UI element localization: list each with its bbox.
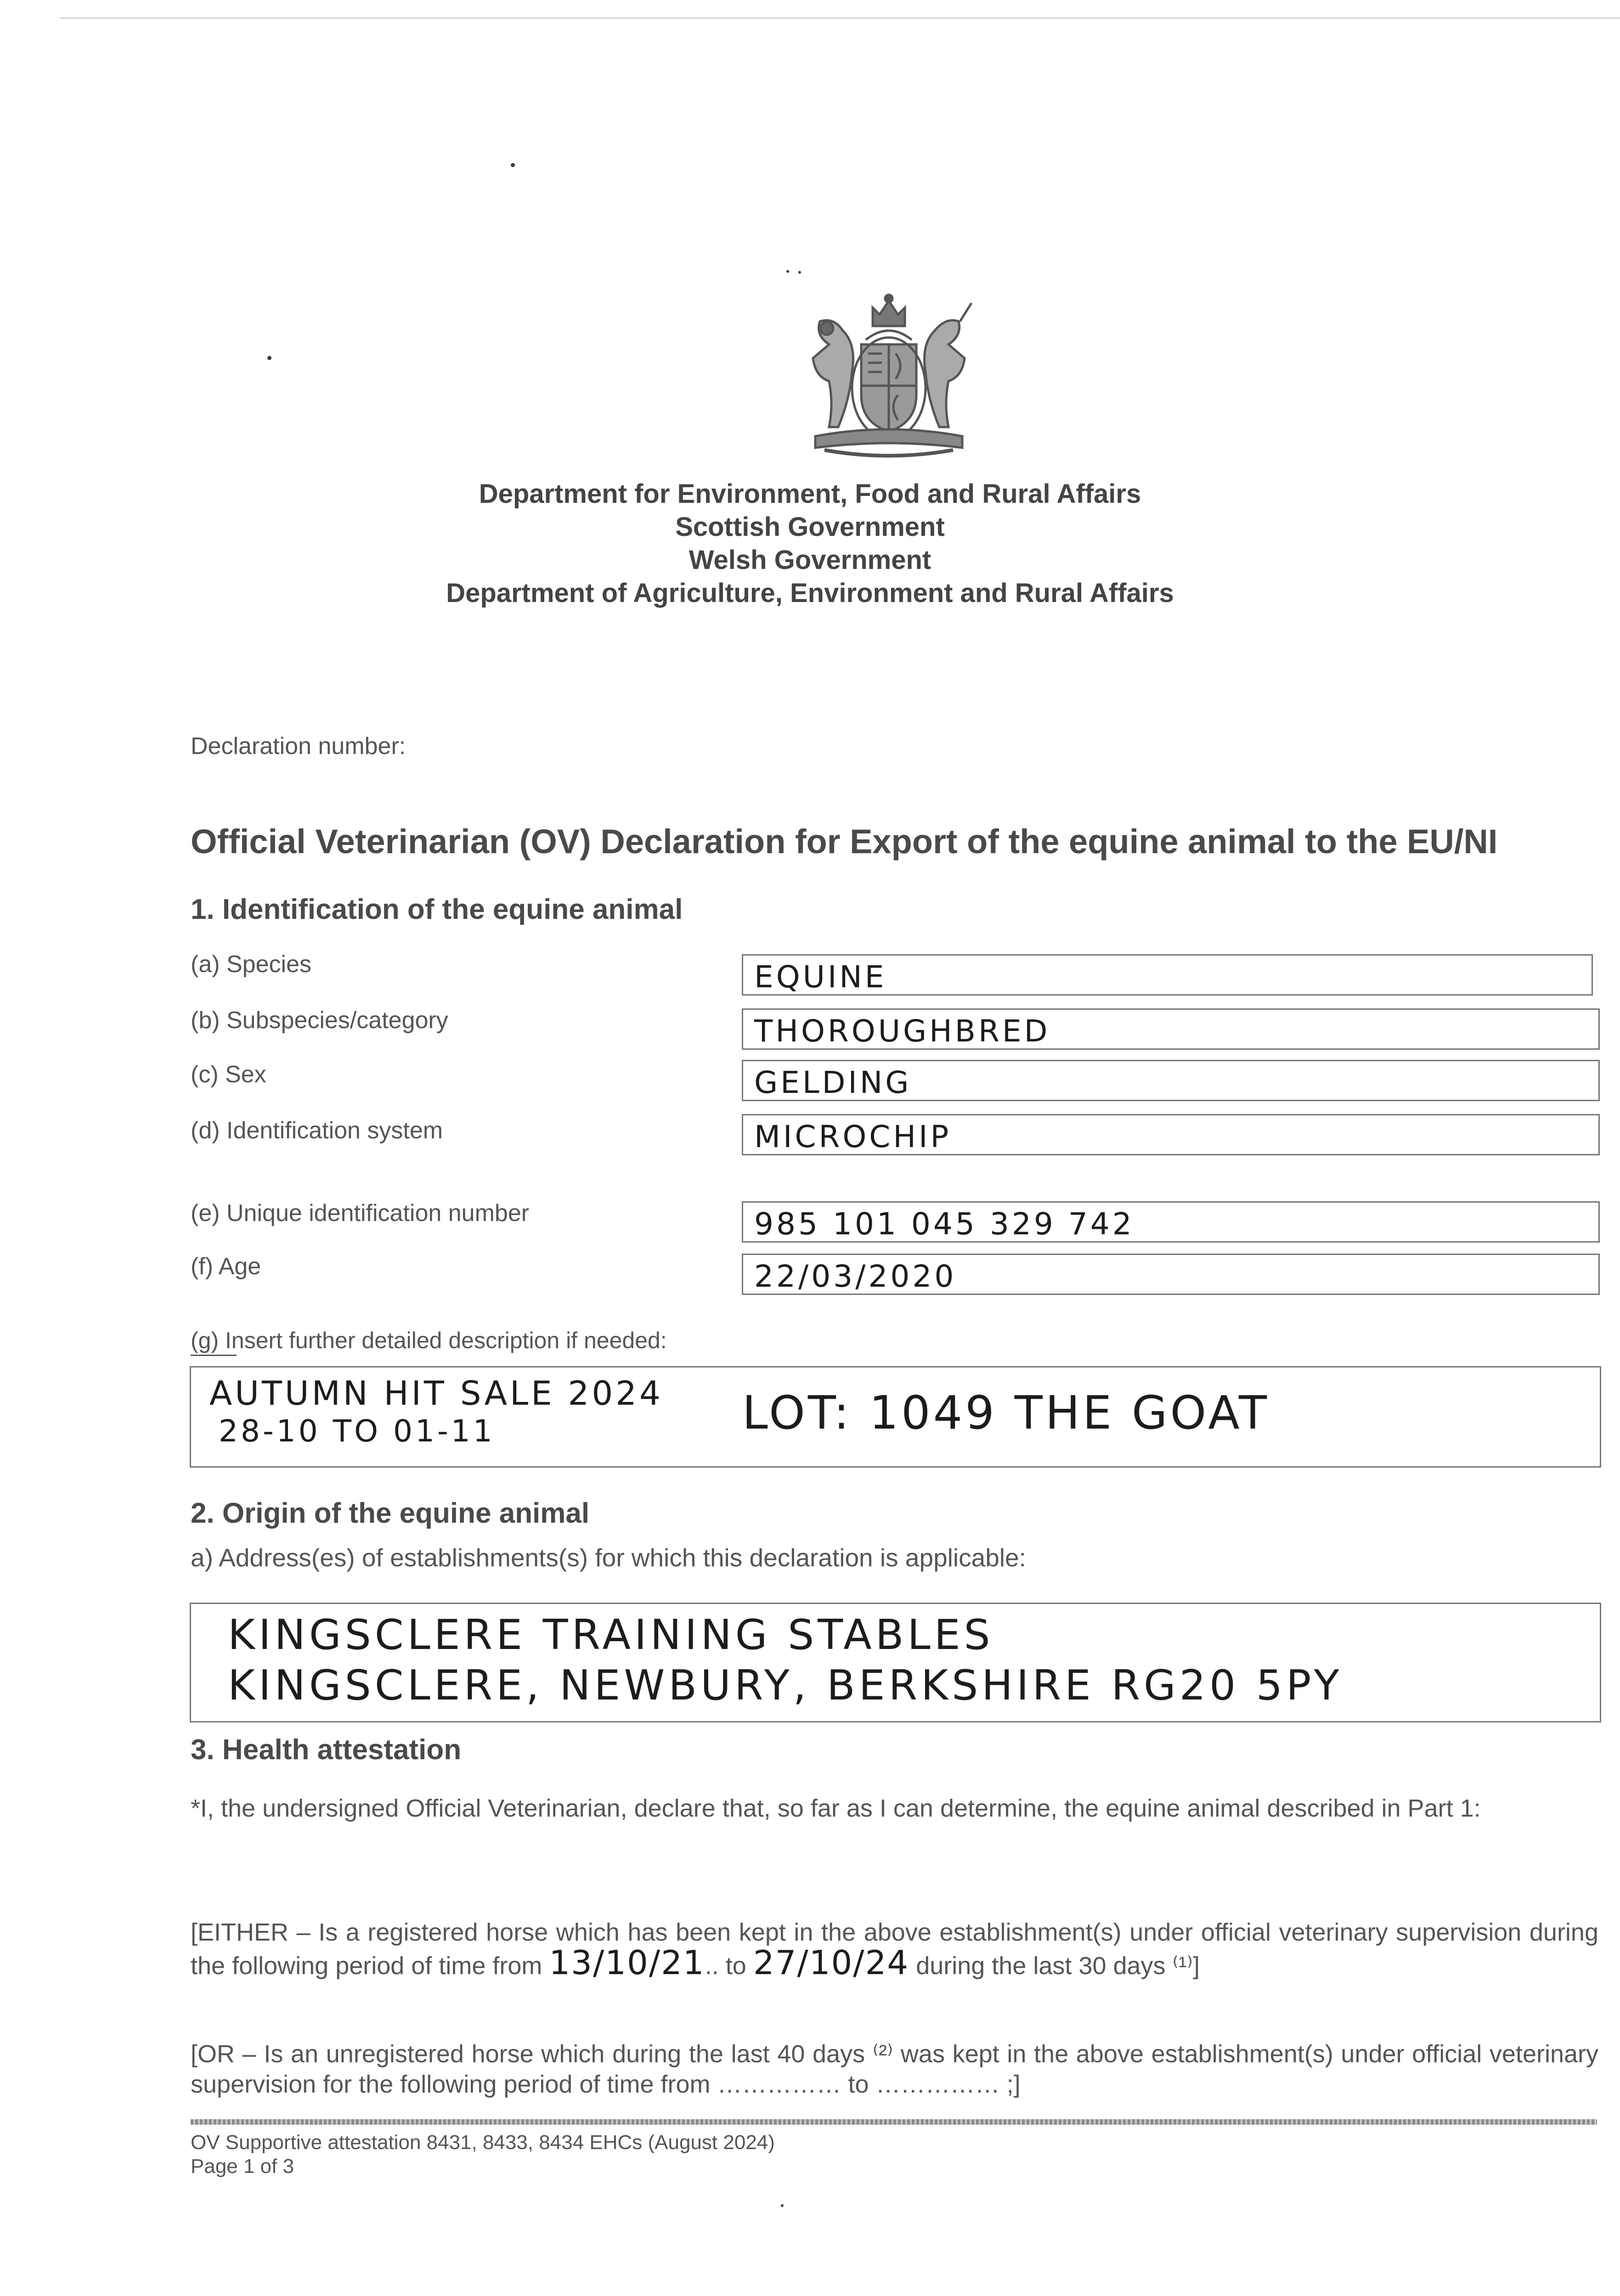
either-clause-text: [EITHER – Is a registered horse which has been kept in the above establishment(s) under official veterinary supervision during the following period of time from xyxy=(191,1919,1598,1980)
department-names xyxy=(0,478,1620,610)
subspecies-field[interactable] xyxy=(742,1008,1600,1050)
age-label: (f) Age xyxy=(191,1253,261,1280)
page-number: Page 1 of 3 xyxy=(191,2155,294,2178)
department-scottish-government: Scottish Government xyxy=(675,512,945,542)
footer-rule xyxy=(191,2119,1597,2125)
section-2-heading: 2. Origin of the equine animal xyxy=(191,1497,590,1529)
description-lot: LOT: 1049 THE GOAT xyxy=(742,1386,1270,1440)
document-title: Official Veterinarian (OV) Declaration for Export of the equine animal to the EU/NI xyxy=(191,822,1498,861)
address-label: a) Address(es) of establishments(s) for which this declaration is applicable: xyxy=(191,1543,1026,1572)
scan-top-edge xyxy=(60,17,1620,19)
identification-system-label: (d) Identification system xyxy=(191,1117,443,1144)
address-field[interactable] xyxy=(190,1603,1601,1722)
supervision-to-date[interactable]: 27/10/24 xyxy=(753,1943,909,1982)
either-clause-tail: during the last 30 days ⁽¹⁾] xyxy=(909,1952,1200,1980)
or-clause: [OR – Is an unregistered horse which during the last 40 days ⁽²⁾ was kept in the above establishment(s) under official veterinary supervision for the following period of time from …………… to …………… ;] xyxy=(191,2040,1598,2098)
unique-id-value: 985 101 045 329 742 xyxy=(754,1206,1135,1242)
address-line-2: KINGSCLERE, NEWBURY, BERKSHIRE RG20 5PY xyxy=(228,1661,1343,1710)
declaration-number-label: Declaration number: xyxy=(191,733,406,760)
department-welsh-government: Welsh Government xyxy=(689,545,931,575)
sex-value: GELDING xyxy=(754,1065,912,1100)
supervision-from-date[interactable]: 13/10/21 xyxy=(549,1943,705,1982)
address-line-1: KINGSCLERE TRAINING STABLES xyxy=(228,1611,994,1659)
section-3-heading: 3. Health attestation xyxy=(191,1734,462,1766)
scan-speck xyxy=(511,163,515,167)
scan-speck xyxy=(798,271,801,274)
subspecies-label: (b) Subspecies/category xyxy=(191,1007,448,1034)
species-value: EQUINE xyxy=(754,959,887,995)
department-daera: Department of Agriculture, Environment and Rural Affairs xyxy=(446,578,1174,608)
unique-id-field[interactable] xyxy=(742,1201,1600,1243)
age-value: 22/03/2020 xyxy=(754,1259,957,1294)
sex-field[interactable] xyxy=(742,1060,1600,1101)
species-label: (a) Species xyxy=(191,951,311,978)
species-field[interactable] xyxy=(742,954,1593,996)
description-sale-dates: 28-10 TO 01-11 xyxy=(219,1413,495,1449)
description-sale-name: AUTUMN HIT SALE 2024 xyxy=(209,1374,663,1412)
either-to-word: to xyxy=(718,1952,753,1980)
identification-system-field[interactable] xyxy=(742,1114,1600,1155)
department-defra: Department for Environment, Food and Rural Affairs xyxy=(479,479,1141,509)
identification-system-value: MICROCHIP xyxy=(754,1119,952,1154)
sex-label: (c) Sex xyxy=(191,1061,266,1088)
footer xyxy=(191,2131,775,2178)
age-field[interactable] xyxy=(742,1254,1600,1295)
scan-speck xyxy=(267,356,271,360)
royal-coat-of-arms xyxy=(788,289,990,464)
unique-id-label: (e) Unique identification number xyxy=(191,1200,530,1227)
footer-attestation-ref: OV Supportive attestation 8431, 8433, 8434 EHCs (August 2024) xyxy=(191,2131,775,2154)
section-1-heading: 1. Identification of the equine animal xyxy=(191,894,683,925)
subspecies-value: THOROUGHBRED xyxy=(754,1013,1050,1049)
scan-speck xyxy=(786,270,789,273)
description-label: (g) Insert further detailed description if needed: xyxy=(191,1328,667,1353)
description-label-underline xyxy=(191,1355,237,1356)
either-clause xyxy=(191,1917,1598,1981)
attestation-intro: *I, the undersigned Official Veterinarian, declare that, so far as I can determine, the equine animal described in Part 1: xyxy=(191,1795,1481,1822)
either-dots: .. xyxy=(705,1952,719,1980)
description-field[interactable] xyxy=(190,1366,1601,1468)
scan-speck xyxy=(781,2204,784,2207)
